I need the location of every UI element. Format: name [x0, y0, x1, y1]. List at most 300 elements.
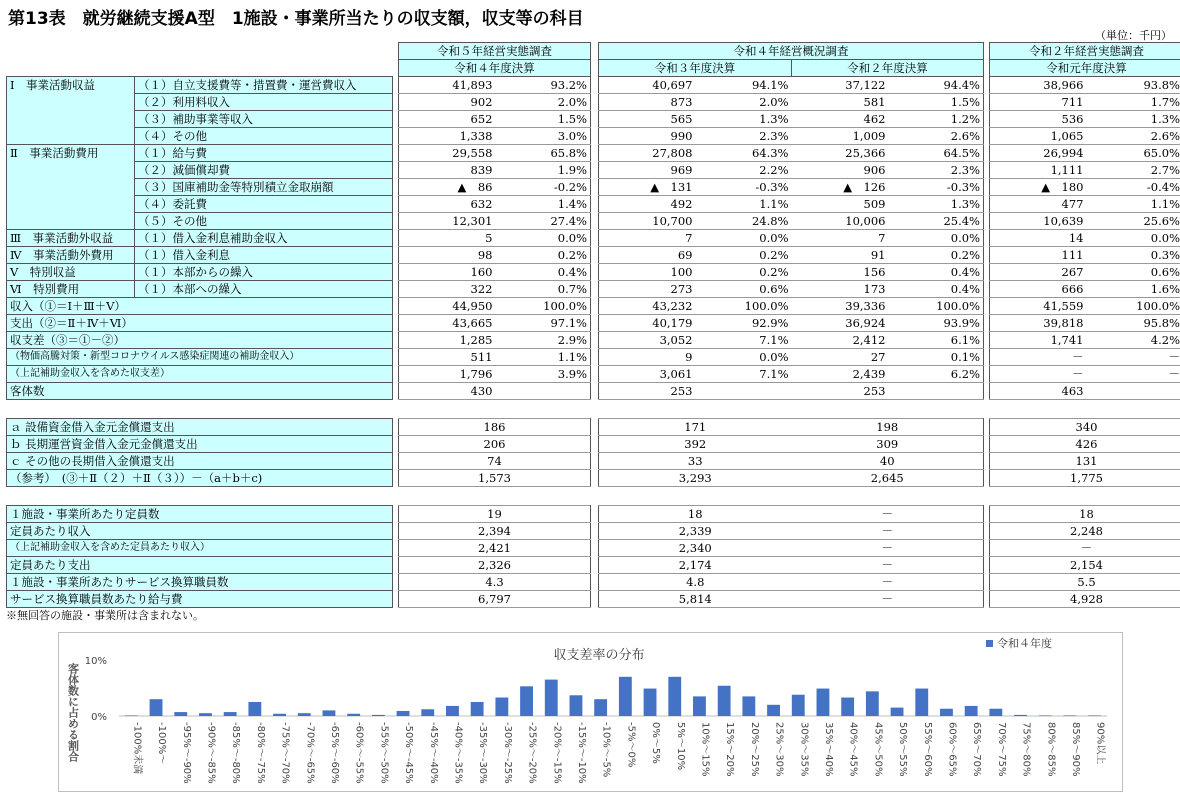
value-cell: 2,421	[399, 540, 591, 557]
value-cell: 462	[792, 111, 889, 128]
value-cell: 492	[599, 196, 696, 213]
x-tick-label: -100%未満	[131, 722, 143, 775]
header-survey1: 令和５年経営実態調査	[399, 43, 591, 60]
x-tick-label: -95%～-90%	[180, 722, 192, 784]
value-cell: 6.2%	[889, 366, 984, 383]
bar	[372, 715, 385, 716]
table-row	[7, 247, 1180, 264]
bar	[495, 698, 508, 716]
spacer	[591, 332, 599, 349]
value-cell: 38,966	[990, 77, 1087, 94]
value-cell: 322	[399, 281, 496, 298]
row-label: 収入（①＝Ⅰ＋Ⅲ＋Ⅴ）	[7, 298, 393, 315]
spacer	[591, 591, 599, 608]
value-cell: 4,928	[990, 591, 1180, 608]
value-cell: 0.1%	[889, 349, 984, 366]
bar	[224, 712, 237, 716]
bar	[199, 713, 212, 716]
x-tick-label: 70%～75%	[995, 722, 1007, 777]
value-cell: 1,338	[399, 128, 496, 145]
x-tick-label: -85%～-80%	[230, 722, 242, 784]
table-row	[7, 213, 1180, 230]
value-cell: 1.4%	[496, 196, 591, 213]
bar	[940, 709, 953, 716]
table-row	[7, 264, 1180, 281]
x-tick-label: 60%～65%	[946, 722, 958, 777]
x-tick-label: -65%～-60%	[328, 722, 340, 784]
value-cell: 18	[990, 506, 1180, 523]
value-cell: 171	[599, 419, 792, 436]
value-cell: 2.3%	[696, 128, 792, 145]
value-cell: 27,808	[599, 145, 696, 162]
value-cell: －	[1087, 349, 1180, 366]
value-cell: 1,009	[792, 128, 889, 145]
header-fy1: 令和４年度決算	[399, 60, 591, 77]
x-tick-label: 75%～80%	[1020, 722, 1032, 777]
value-cell: 873	[599, 94, 696, 111]
value-cell: 43,232	[599, 298, 696, 315]
x-tick-label: 35%～40%	[822, 722, 834, 777]
row-label: １施設・事業所あたりサービス換算職員数	[7, 574, 393, 591]
value-cell: 0.0%	[496, 230, 591, 247]
value-cell: 267	[990, 264, 1087, 281]
value-cell: 565	[599, 111, 696, 128]
value-cell: 100.0%	[696, 298, 792, 315]
value-cell: 1.9%	[496, 162, 591, 179]
spacer	[591, 574, 599, 591]
main-table	[6, 42, 1180, 400]
table-row	[7, 230, 1180, 247]
bar	[594, 699, 607, 716]
value-cell: －	[990, 349, 1087, 366]
table-row	[7, 179, 1180, 196]
value-cell: 41,893	[399, 77, 496, 94]
spacer	[591, 349, 599, 366]
value-cell: 36,924	[792, 315, 889, 332]
value-cell: 2,174	[599, 557, 792, 574]
bar	[718, 686, 731, 716]
x-tick-label: -100%～	[156, 722, 168, 765]
x-tick-label: 0%～5%	[650, 722, 662, 764]
value-cell: 309	[792, 436, 984, 453]
value-cell: －	[990, 540, 1180, 557]
value-cell: 6,797	[399, 591, 591, 608]
value-cell: 7	[792, 230, 889, 247]
row-category	[7, 196, 135, 213]
row-category	[7, 111, 135, 128]
bar	[323, 710, 336, 716]
value-cell	[889, 383, 984, 400]
value-cell: －	[792, 591, 984, 608]
value-cell: 536	[990, 111, 1087, 128]
value-cell: 93.8%	[1087, 77, 1180, 94]
value-cell: 69	[599, 247, 696, 264]
unit-label: （単位：千円）	[1095, 29, 1172, 42]
table-row	[7, 436, 1180, 453]
bar	[1014, 715, 1027, 716]
value-cell: 25.4%	[889, 213, 984, 230]
value-cell: 1.5%	[496, 111, 591, 128]
value-cell: 902	[399, 94, 496, 111]
spacer	[591, 179, 599, 196]
chart-title: 収支差率の分布	[553, 648, 645, 663]
x-tick-label: 65%～70%	[971, 722, 983, 777]
bar	[1064, 715, 1077, 716]
value-cell: ▲ 126	[792, 179, 889, 196]
value-cell: 426	[990, 436, 1180, 453]
chart-svg	[59, 633, 1122, 791]
value-cell: 100.0%	[1087, 298, 1180, 315]
value-cell: 0.2%	[496, 247, 591, 264]
value-cell: 93.2%	[496, 77, 591, 94]
value-cell: 27	[792, 349, 889, 366]
value-cell: 511	[399, 349, 496, 366]
x-tick-label: 40%～45%	[847, 722, 859, 777]
value-cell: 25.6%	[1087, 213, 1180, 230]
value-cell: 1.2%	[889, 111, 984, 128]
row-category	[7, 94, 135, 111]
spacer	[591, 264, 599, 281]
row-category	[7, 179, 135, 196]
x-tick-label: 90%以上	[1094, 722, 1106, 765]
bar	[644, 689, 657, 716]
row-category: Ⅲ 事業活動外収益	[7, 230, 135, 247]
bar	[347, 714, 360, 716]
row-label: 支出（②＝Ⅱ＋Ⅳ＋Ⅵ）	[7, 315, 393, 332]
value-cell: 392	[599, 436, 792, 453]
value-cell: 273	[599, 281, 696, 298]
value-cell: 1,573	[399, 470, 591, 487]
value-cell: 632	[399, 196, 496, 213]
value-cell: 2,248	[990, 523, 1180, 540]
value-cell: 27.4%	[496, 213, 591, 230]
row-label: （上記補助金収入を含めた収支差）	[7, 366, 393, 383]
value-cell: 44,950	[399, 298, 496, 315]
spacer	[591, 298, 599, 315]
value-cell: 98	[399, 247, 496, 264]
row-item: （１）本部への繰入	[135, 281, 393, 298]
value-cell: 1,111	[990, 162, 1087, 179]
spacer	[591, 383, 599, 400]
table-row	[7, 383, 1180, 400]
value-cell: -0.2%	[496, 179, 591, 196]
value-cell: 37,122	[792, 77, 889, 94]
spacer	[591, 453, 599, 470]
value-cell: 65.8%	[496, 145, 591, 162]
row-item: （３）国庫補助金等特別積立金取崩額	[135, 179, 393, 196]
bar	[125, 715, 138, 716]
value-cell: 156	[792, 264, 889, 281]
value-cell: 2.0%	[696, 94, 792, 111]
bar	[446, 706, 459, 716]
table-row	[7, 540, 1180, 557]
row-label: （上記補助金収入を含めた定員あたり収入）	[7, 540, 393, 557]
spacer	[591, 213, 599, 230]
value-cell: 0.7%	[496, 281, 591, 298]
table-row	[7, 281, 1180, 298]
value-cell: 186	[399, 419, 591, 436]
value-cell: 4.8	[599, 574, 792, 591]
value-cell: 10,700	[599, 213, 696, 230]
value-cell: －	[792, 574, 984, 591]
value-cell: 430	[399, 383, 496, 400]
spacer	[591, 145, 599, 162]
bar	[989, 709, 1002, 716]
value-cell: 10,639	[990, 213, 1087, 230]
value-cell: 93.9%	[889, 315, 984, 332]
value-cell: 100.0%	[889, 298, 984, 315]
value-cell: 1,285	[399, 332, 496, 349]
value-cell: 906	[792, 162, 889, 179]
value-cell	[496, 383, 591, 400]
value-cell: 1.5%	[889, 94, 984, 111]
table-row	[7, 77, 1180, 94]
value-cell: 64.3%	[696, 145, 792, 162]
value-cell: 2.3%	[889, 162, 984, 179]
bar	[174, 712, 187, 716]
x-tick-label: 20%～25%	[748, 722, 760, 777]
x-tick-label: -20%～-15%	[551, 722, 563, 784]
table-row	[7, 196, 1180, 213]
value-cell: -0.3%	[696, 179, 792, 196]
value-cell: ▲ 86	[399, 179, 496, 196]
value-cell: 1,741	[990, 332, 1087, 349]
spacer	[591, 77, 599, 94]
row-label: 定員あたり収入	[7, 523, 393, 540]
value-cell: 2,439	[792, 366, 889, 383]
table-row	[7, 349, 1180, 366]
spacer	[591, 196, 599, 213]
x-tick-label: 45%～50%	[872, 722, 884, 777]
row-item: （４）その他	[135, 128, 393, 145]
value-cell: 206	[399, 436, 591, 453]
value-cell: 65.0%	[1087, 145, 1180, 162]
value-cell: 1.1%	[496, 349, 591, 366]
value-cell: 7	[599, 230, 696, 247]
value-cell: 0.3%	[1087, 247, 1180, 264]
table-row	[7, 557, 1180, 574]
row-label: （参考） (③＋Ⅱ（２）＋Ⅱ（３））－（a＋b＋c)	[7, 470, 393, 487]
value-cell: 3,052	[599, 332, 696, 349]
value-cell: 64.5%	[889, 145, 984, 162]
table-row	[7, 523, 1180, 540]
bar	[693, 696, 706, 716]
value-cell: 0.4%	[496, 264, 591, 281]
table-row	[7, 94, 1180, 111]
spacer	[591, 247, 599, 264]
value-cell: 652	[399, 111, 496, 128]
row-category: Ⅰ 事業活動収益	[7, 77, 135, 94]
row-category: Ⅵ 特別費用	[7, 281, 135, 298]
value-cell: 2,412	[792, 332, 889, 349]
table-row	[7, 574, 1180, 591]
value-cell: 0.2%	[889, 247, 984, 264]
value-cell: 14	[990, 230, 1087, 247]
value-cell: 18	[599, 506, 792, 523]
value-cell: 1.7%	[1087, 94, 1180, 111]
value-cell: 33	[599, 453, 792, 470]
spacer	[591, 436, 599, 453]
value-cell: 94.4%	[889, 77, 984, 94]
value-cell: 10,006	[792, 213, 889, 230]
bar	[397, 711, 410, 716]
value-cell: 39,336	[792, 298, 889, 315]
value-cell: -0.4%	[1087, 179, 1180, 196]
row-category	[7, 213, 135, 230]
value-cell: 97.1%	[496, 315, 591, 332]
value-cell: 969	[599, 162, 696, 179]
value-cell: 131	[990, 453, 1180, 470]
x-tick-label: 30%～35%	[798, 722, 810, 777]
value-cell: 1.3%	[1087, 111, 1180, 128]
distribution-chart	[58, 632, 1123, 792]
x-tick-label: -5%～0%	[625, 722, 637, 768]
value-cell: 0.0%	[889, 230, 984, 247]
value-cell: 3,293	[599, 470, 792, 487]
value-cell: 173	[792, 281, 889, 298]
value-cell: 0.2%	[696, 264, 792, 281]
bar	[421, 709, 434, 716]
value-cell: 2,645	[792, 470, 984, 487]
value-cell: 26,994	[990, 145, 1087, 162]
value-cell: 39,818	[990, 315, 1087, 332]
x-tick-label: -10%～-5%	[600, 722, 612, 778]
value-cell: 1.1%	[696, 196, 792, 213]
x-tick-label: 10%～15%	[699, 722, 711, 777]
value-cell: 2,326	[399, 557, 591, 574]
row-label: ｃ その他の長期借入金償還支出	[7, 453, 393, 470]
row-category: Ⅳ 事業活動外費用	[7, 247, 135, 264]
bar	[915, 689, 928, 716]
row-category	[7, 162, 135, 179]
bar	[792, 695, 805, 716]
value-cell: 1.3%	[696, 111, 792, 128]
table-row	[7, 111, 1180, 128]
bar	[767, 705, 780, 716]
y-tick-label: 10%	[84, 656, 107, 667]
value-cell: 340	[990, 419, 1180, 436]
bar	[248, 702, 261, 716]
table-row	[7, 366, 1180, 383]
x-tick-label: 25%～30%	[773, 722, 785, 777]
legend-label: 令和４年度	[997, 637, 1052, 650]
value-cell: 5	[399, 230, 496, 247]
value-cell: -0.3%	[889, 179, 984, 196]
bar	[1088, 715, 1101, 716]
row-item: （２）減価償却費	[135, 162, 393, 179]
spacer	[591, 128, 599, 145]
row-label: ｂ 長期運営資金借入金元金償還支出	[7, 436, 393, 453]
value-cell: 0.4%	[889, 281, 984, 298]
spacer	[591, 162, 599, 179]
x-tick-label: -80%～-75%	[254, 722, 266, 784]
table-row	[7, 145, 1180, 162]
table-row	[7, 453, 1180, 470]
table-row	[7, 506, 1180, 523]
value-cell: ▲ 180	[990, 179, 1087, 196]
y-axis-label: 客体数に占める割合	[66, 663, 80, 762]
x-tick-label: -55%～-50%	[378, 722, 390, 784]
bar	[298, 713, 311, 716]
value-cell: 1.6%	[1087, 281, 1180, 298]
row-label: 収支差（③＝①－②）	[7, 332, 393, 349]
x-tick-label: 15%～20%	[724, 722, 736, 777]
value-cell: 1,775	[990, 470, 1180, 487]
value-cell: 160	[399, 264, 496, 281]
value-cell: 839	[399, 162, 496, 179]
x-tick-label: -75%～-70%	[279, 722, 291, 784]
value-cell: 2,394	[399, 523, 591, 540]
spacer	[591, 470, 599, 487]
x-tick-label: -35%～-30%	[477, 722, 489, 784]
value-cell: 41,559	[990, 298, 1087, 315]
value-cell: 2.7%	[1087, 162, 1180, 179]
repayment-table	[6, 418, 1180, 487]
value-cell: 5.5	[990, 574, 1180, 591]
y-tick-label: 0%	[91, 712, 107, 723]
value-cell: 7.1%	[696, 332, 792, 349]
table-row	[7, 419, 1180, 436]
table-row	[7, 298, 1180, 315]
bar	[545, 680, 558, 716]
value-cell: 3.0%	[496, 128, 591, 145]
spacer	[591, 230, 599, 247]
table-row	[7, 315, 1180, 332]
value-cell: －	[990, 366, 1087, 383]
footnote: ※無回答の施設・事業所は含まれない。	[6, 609, 204, 622]
spacer	[591, 315, 599, 332]
x-tick-label: -70%～-65%	[304, 722, 316, 784]
table-title: 第13表 就労継続支援A型 1施設・事業所当たりの収支額，収支等の科目	[8, 9, 584, 29]
value-cell: 7.1%	[696, 366, 792, 383]
value-cell: 40	[792, 453, 984, 470]
x-tick-label: -40%～-35%	[452, 722, 464, 784]
value-cell: 1,796	[399, 366, 496, 383]
header-survey2: 令和４年経営概況調査	[599, 43, 984, 60]
row-label: ａ 設備資金借入金元金償還支出	[7, 419, 393, 436]
table-row	[7, 470, 1180, 487]
value-cell: 463	[990, 383, 1087, 400]
row-item: （４）委託費	[135, 196, 393, 213]
row-label: １施設・事業所あたり定員数	[7, 506, 393, 523]
spacer	[591, 540, 599, 557]
value-cell: 100.0%	[496, 298, 591, 315]
header-fy3: 令和２年度決算	[792, 60, 984, 77]
row-label: 定員あたり支出	[7, 557, 393, 574]
value-cell: －	[792, 523, 984, 540]
row-label: （物価高騰対策・新型コロナウイルス感染症関連の補助金収入）	[7, 349, 393, 366]
bar	[273, 714, 286, 716]
bar	[742, 696, 755, 716]
value-cell: 100	[599, 264, 696, 281]
value-cell: 2.2%	[696, 162, 792, 179]
header-fy4: 令和元年度決算	[990, 60, 1180, 77]
value-cell: 1.3%	[889, 196, 984, 213]
header-survey3: 令和２年経営実態調査	[990, 43, 1180, 60]
x-tick-label: -50%～-45%	[403, 722, 415, 784]
value-cell	[696, 383, 792, 400]
per-capacity-table	[6, 505, 1180, 608]
spacer	[591, 419, 599, 436]
table-row	[7, 332, 1180, 349]
value-cell: 40,697	[599, 77, 696, 94]
value-cell: 9	[599, 349, 696, 366]
row-item: （５）その他	[135, 213, 393, 230]
value-cell: －	[792, 506, 984, 523]
row-label: 客体数	[7, 383, 393, 400]
value-cell: 94.1%	[696, 77, 792, 94]
spacer	[591, 111, 599, 128]
